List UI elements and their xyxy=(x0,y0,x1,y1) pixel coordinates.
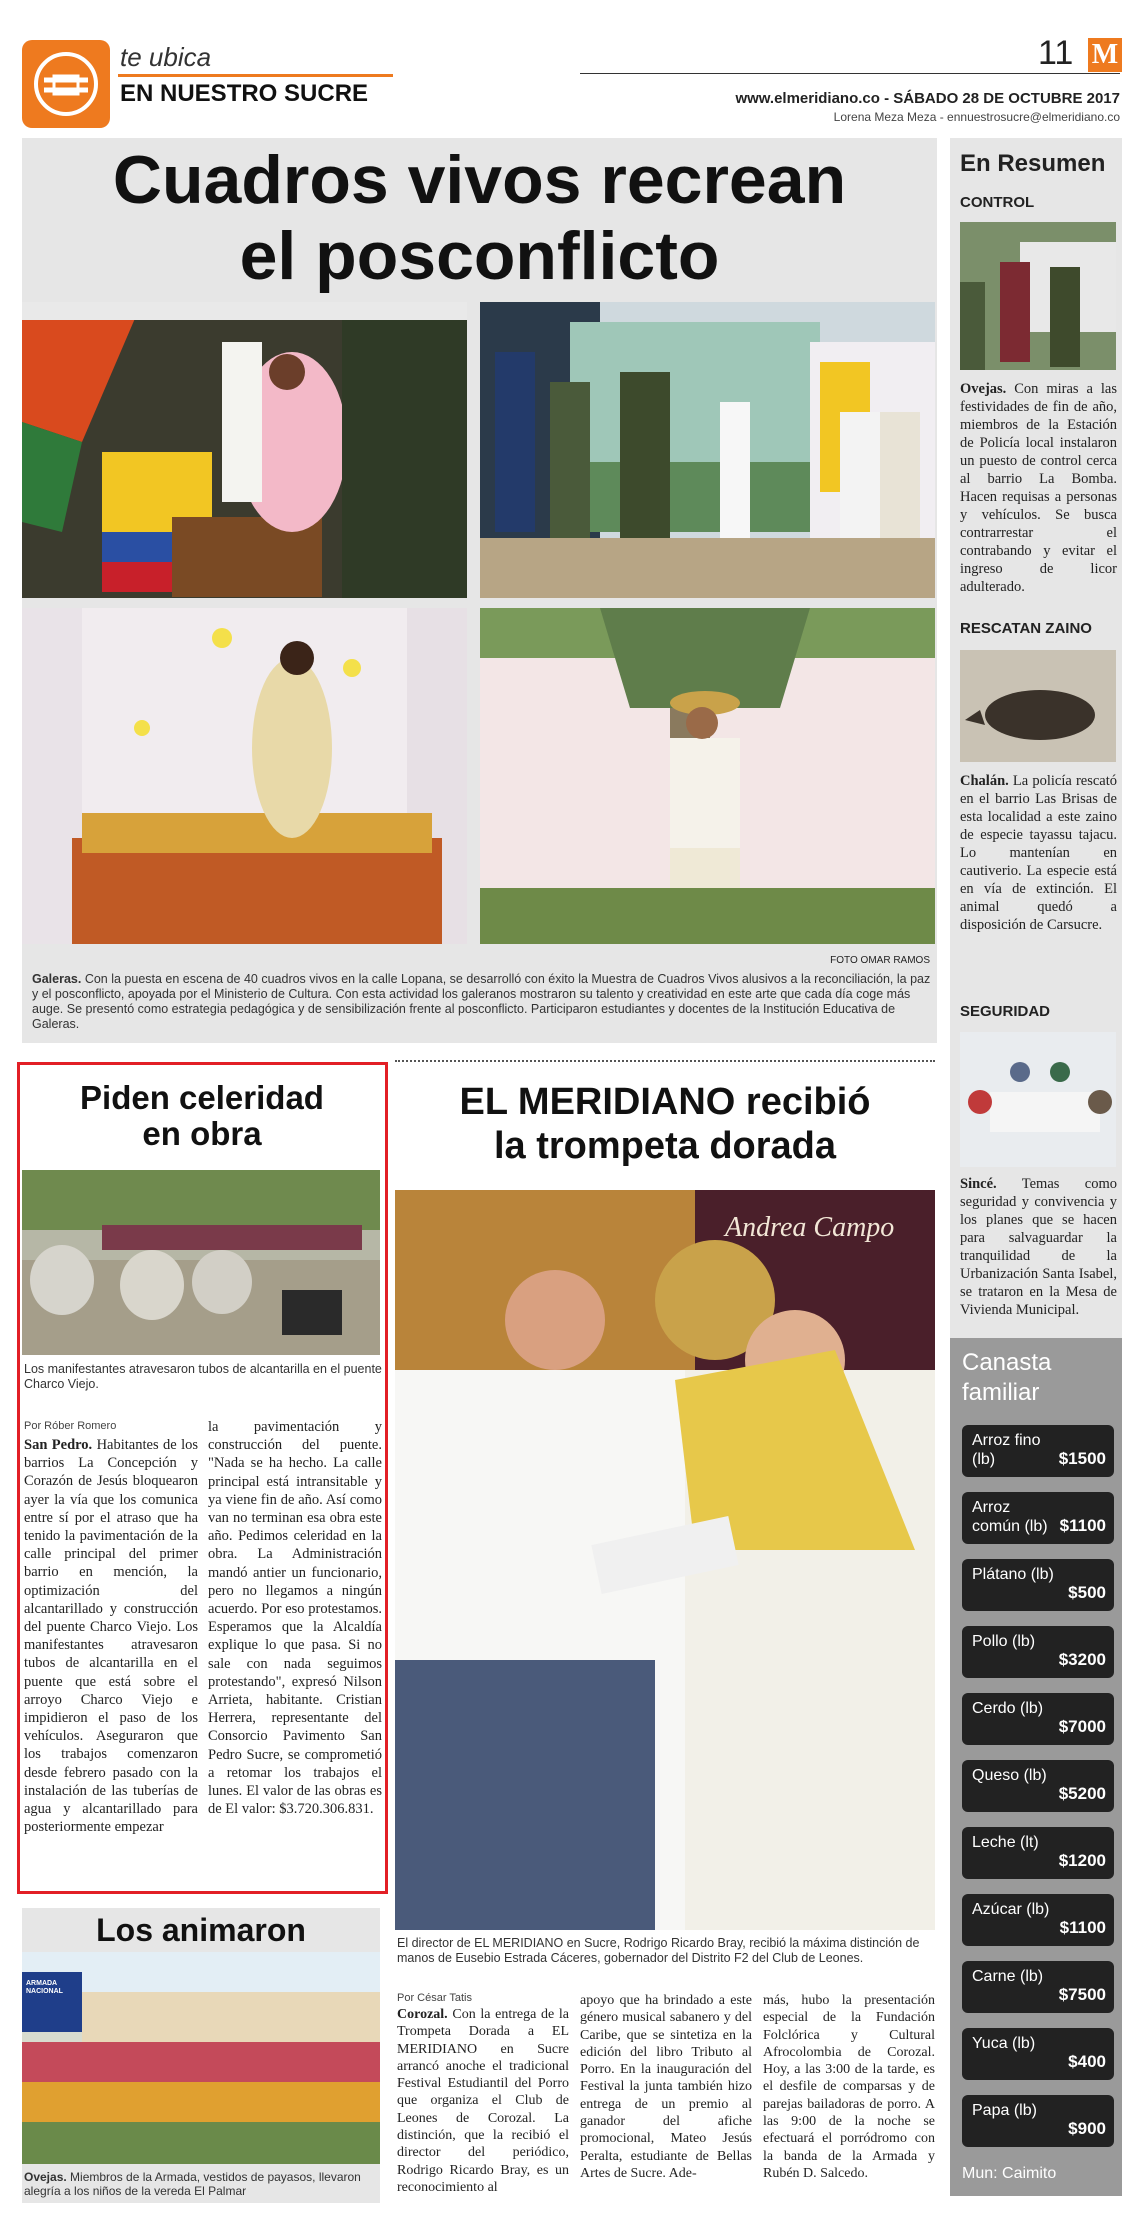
feature-photo-2 xyxy=(480,302,935,598)
article2-photo-caption: El director de EL MERIDIANO en Sucre, Rodrigo Ricardo Bray, recibió la máxima distinción de manos de Eusebio Estrada Cáceres, gobernador del Distrito F2 del Club de Leones. xyxy=(397,1936,920,1965)
article1-photo xyxy=(22,1170,380,1355)
price-item-name: Leche (lt) xyxy=(972,1834,1039,1851)
canasta-title-line2: familiar xyxy=(962,1379,1040,1406)
photo-sign-text: Andrea Campo xyxy=(725,1212,895,1243)
price-item xyxy=(962,1559,1114,1611)
price-item xyxy=(962,2028,1114,2080)
sidebar-heading-control: CONTROL xyxy=(960,194,1035,211)
article1-col1-text: Habitantes de los barrios La Concepción y Corazón de Jesús bloquearon ayer la vía que los comunica entre sí por el atraso que ha tenido la pavimentación de la calle principal del primer barrio en mención, la optimización del alcantarillado y construcción del puente Charco Viejo. Los manifestantes atravesaron tubos de alcantarilla en el puente que está sobre el arroyo Charco Viejo e impidieron el paso de los vehículos. Aseguraron que los trabajos comenzaron desde febrero pasado con la instalación de las tuberías de agua y alcantarillado para posteriormente empezar xyxy=(24,1437,198,1836)
meeting-image xyxy=(960,1032,1116,1167)
article2-title-line1: EL MERIDIANO recibió xyxy=(459,1081,871,1123)
section-divider xyxy=(395,1060,935,1062)
article1-byline: Por Róber Romero xyxy=(24,1420,117,1432)
stage-scene-image xyxy=(480,302,935,598)
article2-byline: Por César Tatis xyxy=(397,1992,472,2004)
sidebar-photo-zaino xyxy=(960,650,1116,762)
price-item-price: $7500 xyxy=(1058,1985,1106,2004)
page-number: 11 xyxy=(1038,34,1074,72)
feature-photo-3 xyxy=(22,608,467,944)
feature-title xyxy=(22,142,937,294)
article2-title-line2: la trompeta dorada xyxy=(493,1125,837,1167)
price-item-name: Carne (lb) xyxy=(972,1968,1044,1985)
sidebar-body-control: Con miras a las festividades de fin de año, miembros de la Estación de Policía local instalaron un puesto de control cerca al barrio La Bomba. Hacen requisas a personas y vehículos. Se busca contrarrestar el contrabando y evitar el ingreso de licor adulterado. xyxy=(960,381,1117,595)
price-item-price: $400 xyxy=(1068,2052,1106,2071)
article2-column1 xyxy=(397,2006,569,2196)
article2-col1-text: Con la entrega de la Trompeta Dorada a EL MERIDIANO en Sucre arrancó anoche el tradicional Festival Estudiantil del Porro que organiza el Club de Leones de Corozal. La distinción, que la recibió el director del periódico, Rodrigo Ricardo Bray, es un reconocimiento al xyxy=(397,2007,569,2195)
price-item-price: $1500 xyxy=(1058,1449,1106,1468)
feature-photo-1 xyxy=(22,302,467,598)
sidebar-body-zaino: La policía rescató en el barrio Las Brisas de esta localidad a este zaino de especie tayassu tajacu. Lo mantenían en cautiverio. La especie está en vía de extinción. El animal quedó a disposición de Carsucre. xyxy=(960,773,1117,933)
canasta-title-line1: Canasta xyxy=(962,1349,1052,1376)
price-item xyxy=(962,1827,1114,1879)
article3-caption-lead: Ovejas. xyxy=(24,2170,67,2184)
article3-title: Los animaron xyxy=(96,1912,306,1948)
price-item xyxy=(962,1693,1114,1745)
price-item-price: $5200 xyxy=(1058,1784,1106,1803)
sidebar-text-control xyxy=(960,380,1117,596)
article3-caption xyxy=(24,2170,380,2198)
feature-caption xyxy=(32,972,932,1032)
feature-title-line2: el posconflicto xyxy=(239,218,720,294)
price-item-price: $500 xyxy=(1068,1583,1106,1602)
price-item-price: $900 xyxy=(1068,2119,1106,2138)
award-ceremony-image xyxy=(395,1190,935,1930)
price-item-price: $1200 xyxy=(1058,1851,1106,1870)
price-item xyxy=(962,1492,1114,1544)
photo-credit: FOTO OMAR RAMOS xyxy=(830,955,930,966)
kicker-underline xyxy=(118,74,393,77)
newspaper-logo: M xyxy=(1088,38,1122,72)
article2-column3: más, hubo la presentación especial de la Fundación Folclórica y Cultural Afrocolombia de Corozal. Hoy, a las 3:00 de la tarde, es el desfile de comparsas y de parejas bailadoras de porro. A las 9:00 de la noche se efectuará el porródromo con la banda de la Armada y Rubén D. Salcedo. xyxy=(763,1993,935,2181)
article2-lead: Corozal. xyxy=(397,2007,448,2022)
article1-title-line2: en obra xyxy=(142,1115,262,1152)
article2-column2: apoyo que ha brindado a este género musical sabanero y del Caribe, que se sintetiza en la edición del libro Tributo al Porro. En la inauguración del Festival la junta también hizo entrega de un premio al ganador del afiche promocional, Mateo Jesús Peralta, estudiante de Bellas Artes de Sucre. Ade- xyxy=(580,1993,752,2181)
price-item-name: Arroz fino (lb) xyxy=(972,1432,1041,1468)
article2-title xyxy=(395,1080,935,1168)
price-item-price: $7000 xyxy=(1058,1717,1106,1736)
sidebar-heading-seguridad: SEGURIDAD xyxy=(960,1003,1051,1020)
sidebar-text-zaino xyxy=(960,772,1117,934)
price-item-name: Cerdo (lb) xyxy=(972,1700,1044,1717)
price-item-name: Azúcar (lb) xyxy=(972,1901,1050,1918)
price-item xyxy=(962,1760,1114,1812)
armada-banner-text: ARMADA NACIONAL xyxy=(26,1980,63,1995)
feature-photo-4 xyxy=(480,608,935,944)
price-item xyxy=(962,1626,1114,1678)
author-line: Lorena Meza Meza - ennuestrosucre@elmeridiano.co xyxy=(833,110,1120,124)
stage-scene-image xyxy=(480,608,935,944)
article2-photo xyxy=(395,1190,935,1930)
price-item-price: $3200 xyxy=(1058,1650,1106,1669)
header-rule xyxy=(580,73,1120,74)
article1-lead: San Pedro. xyxy=(24,1437,93,1453)
canasta-title xyxy=(962,1348,1112,1408)
sidebar-body-seguridad: Temas como seguridad y convivencia y los planes que se hacen para salvaguardar la tranquilidad de la Urbanización Santa Isabel, se trataron en la Mesa de Vivienda Municipal. xyxy=(960,1176,1117,1318)
section-kicker: te ubica xyxy=(120,42,212,72)
sidebar-lead-control: Ovejas. xyxy=(960,381,1007,397)
price-item xyxy=(962,1425,1114,1477)
sidebar-heading-zaino: RESCATAN ZAINO xyxy=(960,620,1092,637)
handshake-icon xyxy=(22,40,110,128)
article1-column2: la pavimentación y construcción del puente. "Nada se ha hecho. La calle principal está intransitable y ya viene fin de año. Así como van no terminan esa obra este año. Pedimos celeridad en la obra. La Administración mandó antier un funcionario, pero no llegamos a ningún acuerdo. Por eso protestamos. Esperamos que la Alcaldía explique lo que pasa. Si no sale con nada seguimos protestando", expresó Nilson Arrieta, habitante. Cristian Herrera, representante del Consorcio Pavimento San Pedro Sucre, se comprometió a retomar los trabajos el lunes. El valor de las obras es de El valor: $3.720.306.831. xyxy=(208,1419,382,1818)
sidebar-photo-seguridad xyxy=(960,1032,1116,1167)
section-logo xyxy=(22,40,110,128)
feature-caption-text: Con la puesta en escena de 40 cuadros vivos en la calle Lopana, se desarrolló con éxito la Muestra de Cuadros Vivos alusivos a la reconciliación, la paz y el posconflicto, apoyada por el Ministerio de Cultura. Con esta actividad los galeranos mostraron su talento y creatividad en este arte que cada día coge más auge. Se presentó como estrategia pedagógica y de sensibilización frente al posconflicto. Participaron estudiantes y docentes de la Institución Educativa de Galeras. xyxy=(32,972,931,1031)
price-item-name: Papa (lb) xyxy=(972,2102,1037,2119)
price-item-name: Yuca (lb) xyxy=(972,2035,1036,2052)
date-line: www.elmeridiano.co - SÁBADO 28 DE OCTUBRE 2017 xyxy=(735,90,1120,107)
price-item xyxy=(962,2095,1114,2147)
protest-image xyxy=(22,1170,380,1355)
price-item xyxy=(962,1894,1114,1946)
price-item-name: Plátano (lb) xyxy=(972,1566,1054,1583)
sidebar-text-seguridad xyxy=(960,1175,1117,1319)
price-item-price: $1100 xyxy=(1059,1516,1106,1535)
stage-scene-image xyxy=(22,608,467,944)
price-item-name: Pollo (lb) xyxy=(972,1633,1036,1650)
article1-title xyxy=(22,1080,382,1152)
sidebar-title: En Resumen xyxy=(960,150,1106,177)
article3-photo xyxy=(22,1952,380,2164)
price-item-name: Queso (lb) xyxy=(972,1767,1047,1784)
stage-scene-image xyxy=(22,302,467,598)
municipality: Mun: Caimito xyxy=(962,2165,1057,2182)
sidebar-lead-zaino: Chalán. xyxy=(960,773,1009,789)
section-name: EN NUESTRO SUCRE xyxy=(120,80,369,107)
feature-caption-lead: Galeras. xyxy=(32,972,82,986)
price-item-name: Arroz común (lb) xyxy=(972,1499,1048,1535)
price-item xyxy=(962,1961,1114,2013)
article1-title-line1: Piden celeridad xyxy=(80,1079,324,1116)
article1-column1 xyxy=(24,1436,198,1836)
peccary-image xyxy=(960,650,1116,762)
sidebar-photo-control xyxy=(960,222,1116,370)
price-item-price: $1100 xyxy=(1059,1918,1106,1937)
article1-photo-caption: Los manifestantes atravesaron tubos de alcantarilla en el puente Charco Viejo. xyxy=(24,1362,382,1391)
article3-caption-text: Miembros de la Armada, vestidos de payasos, llevaron alegría a los niños de la vereda El Palmar xyxy=(24,2170,361,2198)
sidebar-lead-seguridad: Sincé. xyxy=(960,1176,997,1192)
police-checkpoint-image xyxy=(960,222,1116,370)
feature-title-line1: Cuadros vivos recrean xyxy=(112,142,847,218)
